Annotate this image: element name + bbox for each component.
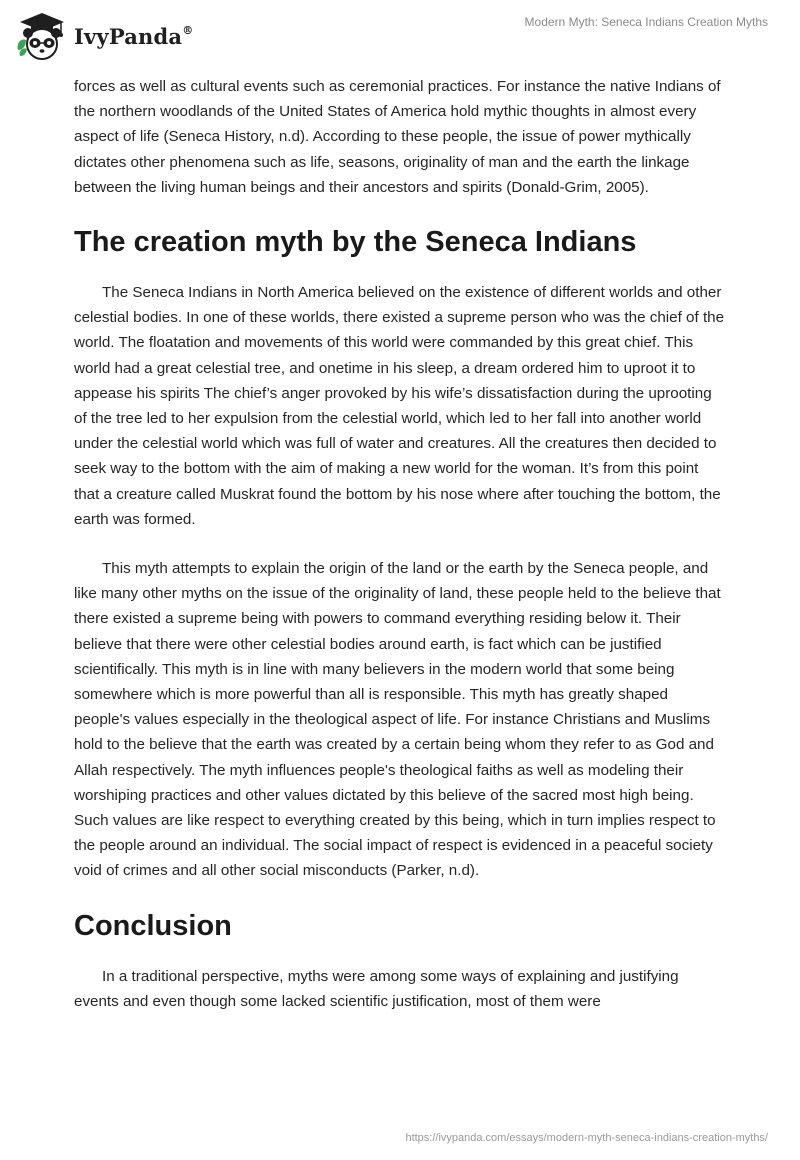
section-heading-conclusion: Conclusion: [74, 909, 232, 942]
article-body: [74, 74, 726, 1038]
ivypanda-logo[interactable]: [14, 10, 193, 62]
body-paragraph: In a traditional perspective, myths were among some ways of explaining and justifying events and even though some lacked scientific justification, most of them were: [74, 967, 679, 1010]
intro-paragraph: forces as well as cultural events such as ceremonial practices. For instance the native Indians of the northern woodlands of the United States of America hold mythic thoughts in almost every aspect of life (Seneca History, n.d). According to these people, the issue of power mythically dictates other phenomena such as life, seasons, originality of man and the earth the linkage between the living human beings and their ancestors and spirits (Donald-Grim, 2005).: [74, 78, 721, 196]
body-paragraph: This myth attempts to explain the origin of the land or the earth by the Seneca people, and like many other myths on the issue of the originality of land, these people held to the believe that there existed a supreme being with powers to command everything residing below it. Their believe that there were other celestial bodies around earth, is fact which can be justified scientifically. This myth is in line with many believers in the modern world that some being somewhere which is more powerful than all is responsible. This myth has greatly shaped people's values especially in the theological aspect of life. For instance Christians and Muslims hold to the believe that the earth was created by a certain being whom they refer to as God and Allah respectively. The myth influences people's theological faiths as well as modeling their worshiping practices and other values dictated by this believe of the sacred most high being. Such values are like respect to everything created by this being, which in turn implies respect to the people around an individual. The social impact of respect is evidenced in a peaceful society void of crimes and all other social misconducts (Parker, n.d).: [74, 560, 721, 880]
page-header: [0, 0, 800, 70]
document-title: Modern Myth: Seneca Indians Creation Myths: [524, 15, 768, 29]
brand-name: IvyPanda®: [74, 23, 194, 49]
panda-graduate-icon: [14, 10, 70, 62]
source-url[interactable]: https://ivypanda.com/essays/modern-myth-seneca-indians-creation-myths/: [405, 1132, 768, 1144]
section-heading-creation-myth: The creation myth by the Seneca Indians: [74, 226, 637, 259]
body-paragraph: The Seneca Indians in North America believed on the existence of different worlds and other celestial bodies. In one of these worlds, there existed a supreme person who was the chief of the world. The floatation and movements of this world were commanded by this great chief. This world had a great celestial tree, and onetime in his sleep, a dream ordered him to uproot it to appease his spirits The chief’s anger provoked by his wife’s dissatisfaction during the uprooting of the tree led to her expulsion from the celestial world, which led to her fall into another world under the celestial world which was full of water and creatures. All the creatures then decided to seek way to the bottom with the aim of making a new world for the woman. It’s from this point that a creature called Muskrat found the bottom by his nose where after touching the bottom, the earth was formed.: [74, 284, 725, 528]
